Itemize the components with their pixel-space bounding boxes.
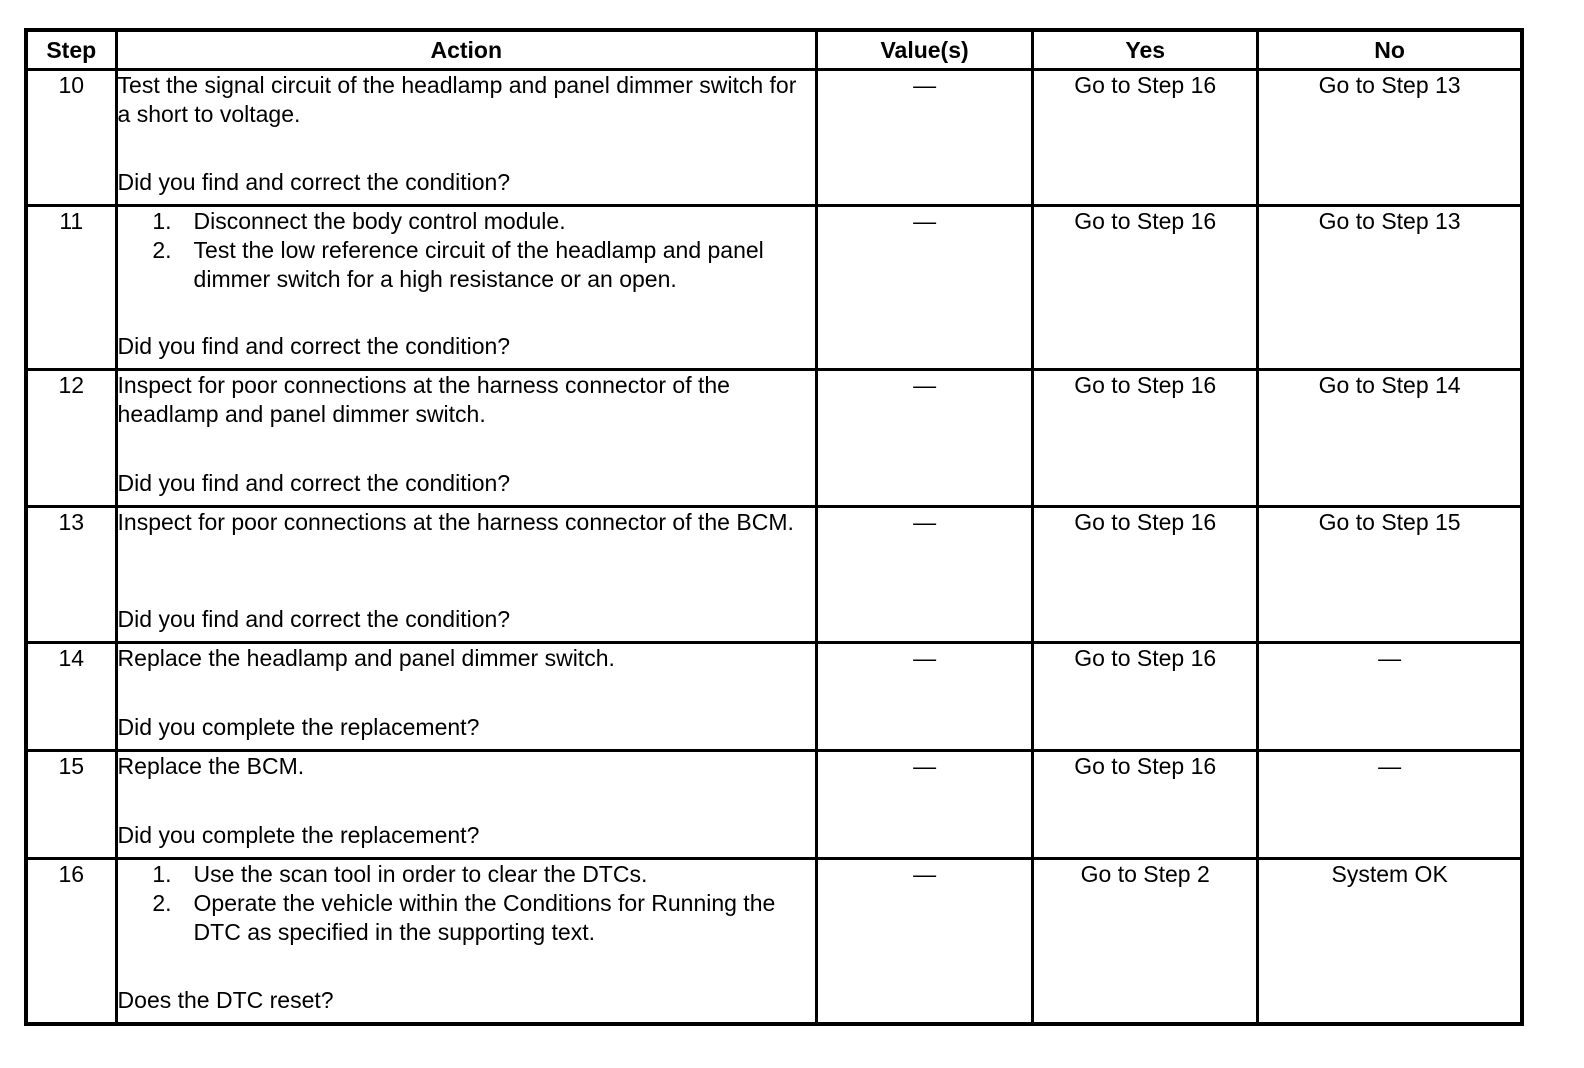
action-question: Did you find and correct the condition? [117, 333, 511, 359]
action-text: Replace the BCM. [117, 753, 305, 779]
action-question: Does the DTC reset? [117, 987, 334, 1013]
table-row-step-10 [26, 70, 1522, 206]
action-cell [116, 370, 816, 507]
table-row-step-15 [26, 751, 1522, 859]
action-question: Did you find and correct the condition? [117, 606, 511, 632]
step-number: 11 [26, 206, 116, 370]
header-action: Action [116, 30, 816, 70]
action-question: Did you find and correct the condition? [117, 470, 511, 496]
value-cell: — [817, 70, 1033, 206]
list-item-text: Test the low reference circuit of the headlamp and panel dimmer switch for a high resistance or an open. [193, 237, 764, 292]
header-step: Step [26, 30, 116, 70]
action-text: Test the signal circuit of the headlamp and panel dimmer switch for a short to voltage. [117, 72, 797, 127]
list-item [118, 207, 815, 236]
value-cell: — [817, 859, 1033, 1024]
action-text: Replace the headlamp and panel dimmer switch. [117, 645, 615, 671]
action-cell [116, 751, 816, 859]
yes-cell: Go to Step 16 [1033, 643, 1258, 751]
action-cell [116, 643, 816, 751]
action-question: Did you complete the replacement? [117, 822, 480, 848]
step-number: 16 [26, 859, 116, 1024]
table-row-step-16 [26, 859, 1522, 1024]
value-cell: — [817, 206, 1033, 370]
yes-cell: Go to Step 16 [1033, 751, 1258, 859]
no-cell: Go to Step 13 [1258, 206, 1522, 370]
action-cell [116, 859, 816, 1024]
action-cell [116, 70, 816, 206]
step-number: 12 [26, 370, 116, 507]
list-item-number: 2. [152, 237, 172, 263]
header-yes: Yes [1033, 30, 1258, 70]
no-cell: Go to Step 14 [1258, 370, 1522, 507]
step-number: 13 [26, 507, 116, 643]
value-cell: — [817, 507, 1033, 643]
no-cell: — [1258, 643, 1522, 751]
action-text: Inspect for poor connections at the harness connector of the BCM. [117, 509, 794, 535]
no-cell: — [1258, 751, 1522, 859]
action-cell [116, 206, 816, 370]
yes-cell: Go to Step 16 [1033, 507, 1258, 643]
step-number: 14 [26, 643, 116, 751]
action-steps-list [118, 860, 815, 947]
yes-cell: Go to Step 2 [1033, 859, 1258, 1024]
list-item-number: 2. [152, 890, 172, 916]
header-no: No [1258, 30, 1522, 70]
value-cell: — [817, 751, 1033, 859]
step-number: 15 [26, 751, 116, 859]
value-cell: — [817, 370, 1033, 507]
no-cell: Go to Step 13 [1258, 70, 1522, 206]
action-steps-list [118, 207, 815, 294]
no-cell: Go to Step 15 [1258, 507, 1522, 643]
yes-cell: Go to Step 16 [1033, 70, 1258, 206]
header-row [26, 30, 1522, 70]
action-question: Did you complete the replacement? [117, 714, 480, 740]
table-row-step-13 [26, 507, 1522, 643]
list-item-number: 1. [152, 861, 172, 887]
table-row-step-12 [26, 370, 1522, 507]
list-item [118, 860, 815, 889]
action-cell [116, 507, 816, 643]
list-item-text: Operate the vehicle within the Conditions for Running the DTC as specified in the supporting text. [193, 890, 776, 945]
header-values: Value(s) [817, 30, 1033, 70]
no-cell: System OK [1258, 859, 1522, 1024]
action-text: Inspect for poor connections at the harness connector of the headlamp and panel dimmer switch. [117, 372, 730, 427]
value-cell: — [817, 643, 1033, 751]
list-item-number: 1. [152, 208, 172, 234]
list-item [118, 236, 815, 294]
table-row-step-14 [26, 643, 1522, 751]
table-row-step-11 [26, 206, 1522, 370]
action-question: Did you find and correct the condition? [117, 169, 511, 195]
yes-cell: Go to Step 16 [1033, 206, 1258, 370]
diagnostic-table [24, 28, 1524, 1026]
list-item-text: Disconnect the body control module. [193, 208, 566, 234]
yes-cell: Go to Step 16 [1033, 370, 1258, 507]
step-number: 10 [26, 70, 116, 206]
list-item [118, 889, 815, 947]
list-item-text: Use the scan tool in order to clear the DTCs. [193, 861, 648, 887]
